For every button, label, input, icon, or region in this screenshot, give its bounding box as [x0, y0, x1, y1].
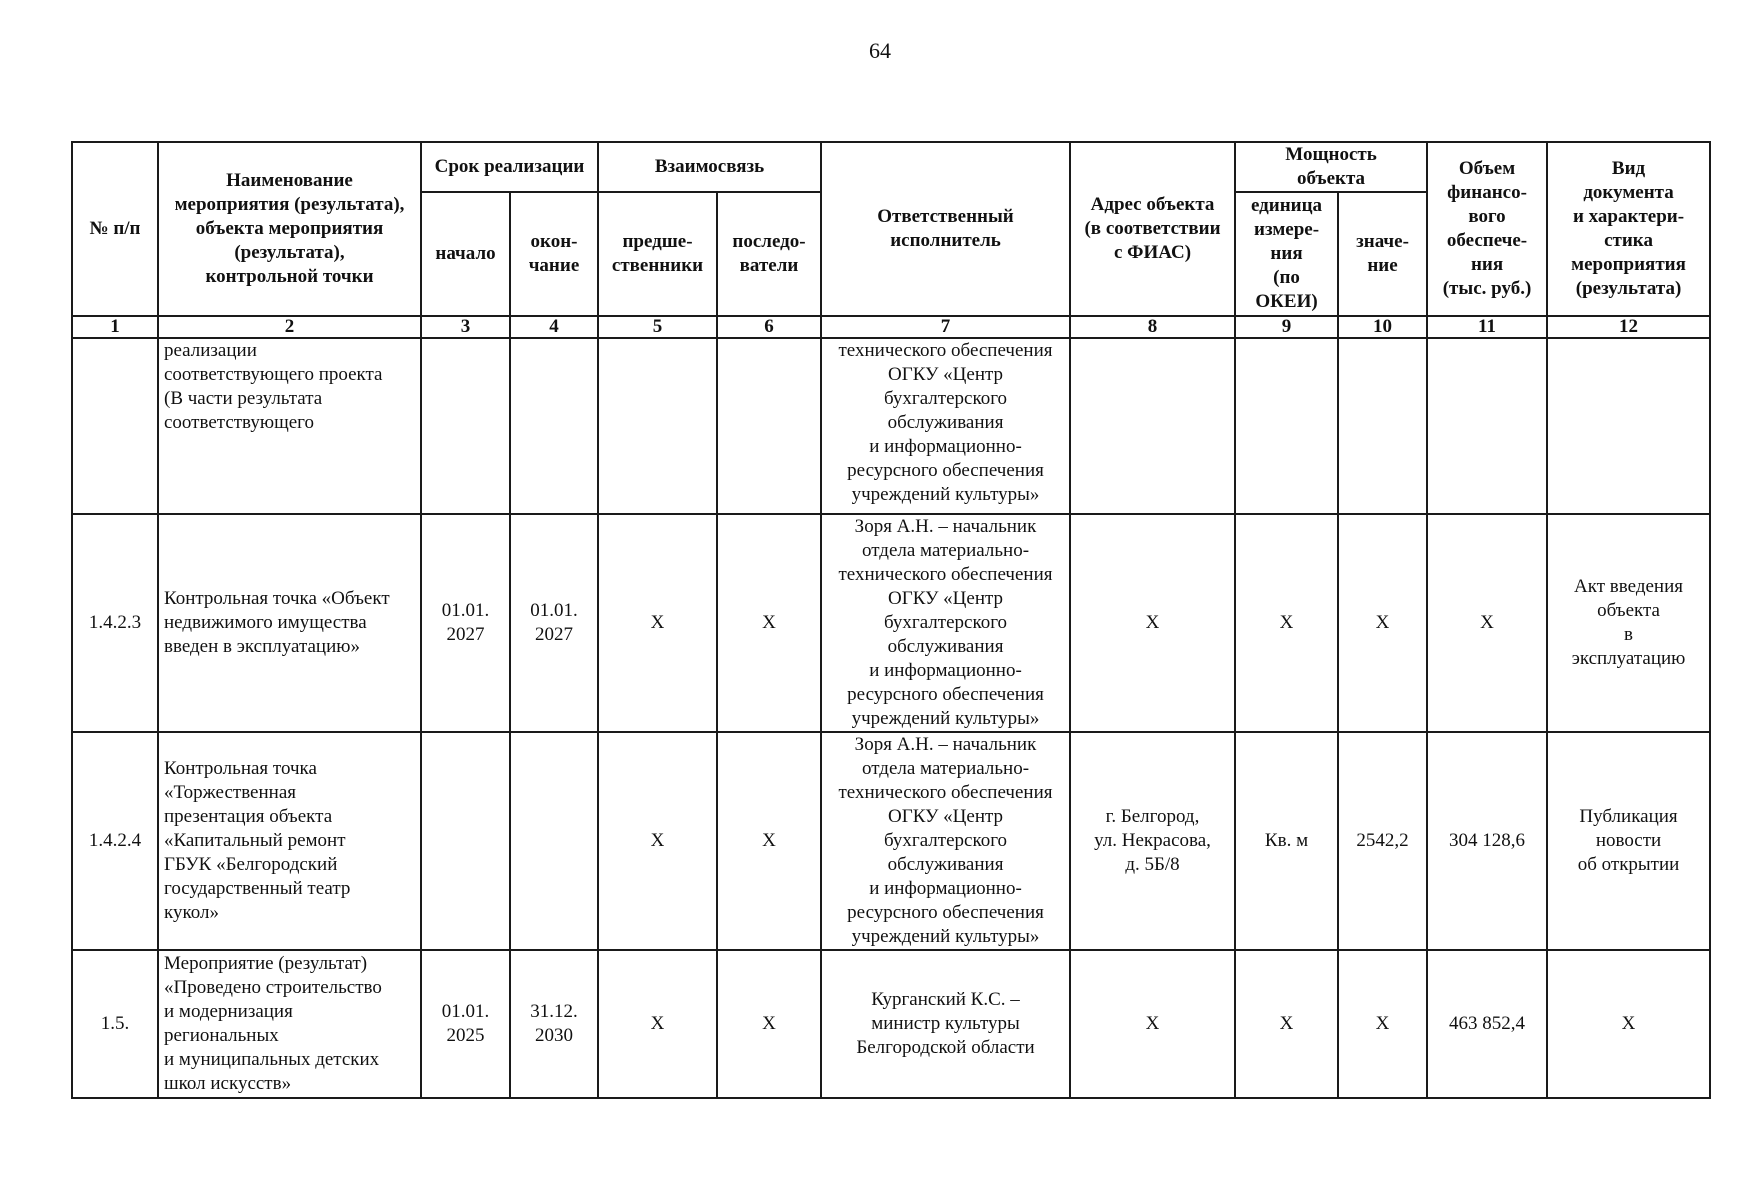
- row-value: [1338, 338, 1427, 514]
- column-number: 11: [1427, 316, 1547, 338]
- column-number: 2: [158, 316, 421, 338]
- row-address: X: [1070, 514, 1235, 732]
- row-next: X: [717, 514, 821, 732]
- header-num: № п/п: [72, 142, 158, 316]
- column-number: 8: [1070, 316, 1235, 338]
- table-row: [72, 732, 1710, 950]
- row-end: 01.01. 2027: [510, 514, 598, 732]
- header-relation-prev: предше- ственники: [598, 192, 717, 316]
- row-next: [717, 338, 821, 514]
- header-finance: Объем финансо- вого обеспече- ния (тыс. руб.): [1427, 142, 1547, 316]
- row-start: [421, 732, 510, 950]
- row-name: Мероприятие (результат) «Проведено строительство и модернизация региональных и муниципальных детских школ искусств»: [158, 950, 421, 1098]
- row-unit: X: [1235, 514, 1338, 732]
- row-finance: X: [1427, 514, 1547, 732]
- row-finance: 304 128,6: [1427, 732, 1547, 950]
- row-doc: Акт введения объекта в эксплуатацию: [1547, 514, 1710, 732]
- header-relation-next: последо- ватели: [717, 192, 821, 316]
- row-num: 1.4.2.3: [72, 514, 158, 732]
- row-address: г. Белгород, ул. Некрасова, д. 5Б/8: [1070, 732, 1235, 950]
- row-address: [1070, 338, 1235, 514]
- row-value: X: [1338, 950, 1427, 1098]
- column-number: 3: [421, 316, 510, 338]
- row-name: Контрольная точка «Торжественная презентация объекта «Капитальный ремонт ГБУК «Белгородский государственный театр кукол»: [158, 732, 421, 950]
- header-relation: Взаимосвязь: [598, 142, 821, 192]
- table-row: [72, 950, 1710, 1098]
- table-row: [72, 338, 1710, 514]
- row-end: [510, 732, 598, 950]
- header-responsible: Ответственный исполнитель: [821, 142, 1070, 316]
- row-name: Контрольная точка «Объект недвижимого имущества введен в эксплуатацию»: [158, 514, 421, 732]
- row-prev: X: [598, 732, 717, 950]
- row-name: реализации соответствующего проекта (В части результата соответствующего: [158, 338, 421, 514]
- row-num: [72, 338, 158, 514]
- row-prev: [598, 338, 717, 514]
- row-doc: X: [1547, 950, 1710, 1098]
- row-prev: X: [598, 514, 717, 732]
- row-responsible: Зоря А.Н. – начальник отдела материально- технического обеспечения ОГКУ «Центр бухгалтерского обслуживания и информационно- ресурсного обеспечения учреждений культуры»: [821, 732, 1070, 950]
- header-term-start: начало: [421, 192, 510, 316]
- column-number: 12: [1547, 316, 1710, 338]
- column-number: 5: [598, 316, 717, 338]
- column-numbers-row: [72, 316, 1710, 338]
- row-responsible: Курганский К.С. – министр культуры Белгородской области: [821, 950, 1070, 1098]
- row-doc: [1547, 338, 1710, 514]
- row-responsible: технического обеспечения ОГКУ «Центр бухгалтерского обслуживания и информационно- ресурсного обеспечения учреждений культуры»: [821, 338, 1070, 514]
- column-number: 7: [821, 316, 1070, 338]
- header-capacity: Мощность объекта: [1235, 142, 1427, 192]
- row-next: X: [717, 732, 821, 950]
- row-start: 01.01. 2025: [421, 950, 510, 1098]
- header-term: Срок реализации: [421, 142, 598, 192]
- row-end: 31.12. 2030: [510, 950, 598, 1098]
- page-number: 64: [869, 38, 891, 63]
- row-address: X: [1070, 950, 1235, 1098]
- row-value: 2542,2: [1338, 732, 1427, 950]
- row-prev: X: [598, 950, 717, 1098]
- header-name: Наименование мероприятия (результата), объекта мероприятия (результата), контрольной точки: [158, 142, 421, 316]
- header-capacity-unit: единица измере- ния (по ОКЕИ): [1235, 192, 1338, 316]
- row-value: X: [1338, 514, 1427, 732]
- row-start: [421, 338, 510, 514]
- column-number: 4: [510, 316, 598, 338]
- activities-table: [71, 141, 1711, 1099]
- row-num: 1.4.2.4: [72, 732, 158, 950]
- row-finance: 463 852,4: [1427, 950, 1547, 1098]
- row-unit: [1235, 338, 1338, 514]
- row-finance: [1427, 338, 1547, 514]
- column-number: 10: [1338, 316, 1427, 338]
- header-term-end: окон- чание: [510, 192, 598, 316]
- column-number: 6: [717, 316, 821, 338]
- header-capacity-value: значе- ние: [1338, 192, 1427, 316]
- column-number: 1: [72, 316, 158, 338]
- row-unit: Кв. м: [1235, 732, 1338, 950]
- row-start: 01.01. 2027: [421, 514, 510, 732]
- row-num: 1.5.: [72, 950, 158, 1098]
- row-doc: Публикация новости об открытии: [1547, 732, 1710, 950]
- column-number: 9: [1235, 316, 1338, 338]
- header-address: Адрес объекта (в соответствии с ФИАС): [1070, 142, 1235, 316]
- row-responsible: Зоря А.Н. – начальник отдела материально- технического обеспечения ОГКУ «Центр бухгалтерского обслуживания и информационно- ресурсного обеспечения учреждений культуры»: [821, 514, 1070, 732]
- row-end: [510, 338, 598, 514]
- row-next: X: [717, 950, 821, 1098]
- header-doc-type: Вид документа и характери- стика мероприятия (результата): [1547, 142, 1710, 316]
- row-unit: X: [1235, 950, 1338, 1098]
- table-row: [72, 514, 1710, 732]
- header-row-top: [72, 142, 1710, 192]
